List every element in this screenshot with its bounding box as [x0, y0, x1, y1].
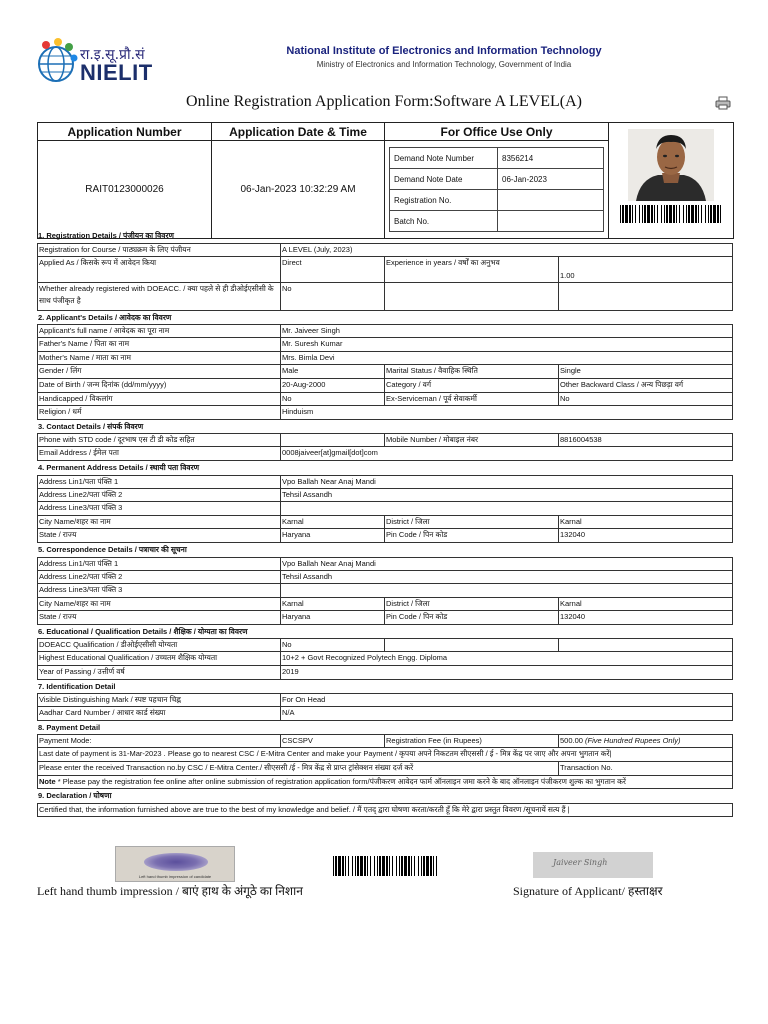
- application-summary-table: [37, 122, 734, 239]
- field-label: Handicapped / विकलांग: [38, 393, 281, 406]
- section-title-applicant: 2. Applicant's Details / आवेदक का विवरण: [38, 312, 172, 322]
- field-value: Karnal: [560, 598, 582, 608]
- field-label: Please enter the received Transaction no.by CSC / E-Mitra Center./ सीएससी /ई - मित्र केंद्र से प्राप्त ट्रांसेक्शन संख्या दर्ज करें: [38, 762, 559, 775]
- office-label: Demand Note Number: [390, 148, 498, 169]
- logo-hindi-text: रा.इ.सू.प्रौ.सं: [80, 47, 145, 63]
- form-row: [37, 571, 733, 585]
- field-label: Address Line3/पता पंक्ति 3: [38, 502, 281, 515]
- field-label: Father's Name / पिता का नाम: [38, 338, 281, 351]
- field-label: Applicant's full name / आवेदक का पूरा नाम: [38, 325, 281, 337]
- ministry-name: Ministry of Electronics and Information Technology, Government of India: [316, 60, 572, 69]
- application-number: RAIT0123000026: [38, 141, 212, 239]
- field-label: Address Lin1/पता पंक्ति 1: [38, 476, 281, 488]
- application-number-header: Application Number: [38, 123, 212, 141]
- form-row: [37, 379, 733, 393]
- application-datetime: 06-Jan-2023 10:32:29 AM: [212, 141, 385, 239]
- applicant-photo: [628, 129, 714, 201]
- form-row: [37, 516, 733, 530]
- field-label: Religion / धर्म: [38, 406, 281, 419]
- form-row: [37, 352, 733, 366]
- field-label: Year of Passing / उत्तीर्ण वर्ष: [38, 666, 281, 679]
- transaction-no-field[interactable]: Transaction No.: [560, 763, 613, 773]
- form-row: [37, 475, 733, 489]
- form-row: [37, 406, 733, 420]
- empty-cell: [559, 639, 732, 651]
- footer-barcode: [332, 856, 440, 876]
- form-sections: [37, 229, 733, 817]
- field-label: District / जिला: [385, 516, 559, 529]
- field-value: 2019: [282, 667, 299, 677]
- payment-last-date: Last date of payment is 31-Mar-2023 . Please go to nearest CSC / E-Mitra Center and make your Payment / कृपया अपने निकटतम सीएससी / ई - मित्र केंद्र पर जाए और अपना भुगतान करें|: [39, 749, 612, 759]
- field-value: No: [560, 393, 570, 403]
- field-value: No: [281, 393, 385, 406]
- form-row: [37, 666, 733, 680]
- section-title-education: 6. Educational / Qualification Details / शैक्षिक / योग्यता का विवरण: [38, 626, 248, 636]
- form-row: [37, 584, 733, 598]
- field-value: Tehsil Assandh: [282, 571, 333, 581]
- photo-cell: [609, 123, 734, 239]
- field-label: Category / वर्ग: [385, 379, 559, 392]
- form-row: [37, 557, 733, 571]
- form-row: [37, 433, 733, 447]
- form-row: [37, 598, 733, 612]
- section-title-permanent-address: 4. Permanent Address Details / स्थायी पता विवरण: [38, 462, 200, 472]
- form-row: [37, 693, 733, 707]
- office-use-table: [389, 147, 604, 232]
- thumbprint-icon: [144, 853, 208, 871]
- section-title-correspondence: 5. Correspondence Details / पत्राचार की सूचना: [38, 544, 187, 554]
- thumb-impression-image: [115, 846, 235, 882]
- signature-image: [533, 852, 653, 878]
- office-use-cell: [385, 141, 609, 239]
- field-label: Registration Fee (in Rupees): [385, 735, 559, 747]
- field-label: City Name/शहर का नाम: [38, 516, 281, 529]
- field-value: Vpo Ballah Near Anaj Mandi: [282, 476, 376, 486]
- form-row: [37, 447, 733, 461]
- field-value: Other Backward Class / अन्य पिछड़ा वर्ग: [560, 379, 684, 389]
- field-label: Address Line2/पता पंक्ति 2: [38, 489, 281, 502]
- note-label: Note: [39, 776, 56, 786]
- form-row: [37, 638, 733, 652]
- section-title-payment: 8. Payment Detail: [38, 722, 101, 732]
- section-title-declaration: 9. Declaration / घोषणा: [38, 791, 112, 801]
- fee-value-cell: [559, 735, 732, 747]
- institute-name: National Institute of Electronics and Information Technology: [286, 45, 602, 57]
- field-value: Mr. Jaiveer Singh: [282, 326, 340, 336]
- field-label: Pin Code / पिन कोड: [385, 611, 559, 624]
- field-label: City Name/शहर का नाम: [38, 598, 281, 611]
- field-value: 8816004538: [560, 435, 602, 445]
- field-value: Vpo Ballah Near Anaj Mandi: [282, 558, 376, 568]
- field-label: Visible Distinguishing Mark / स्पष्ट पहचान चिह्न: [38, 694, 281, 706]
- form-title: Online Registration Application Form:Software A LEVEL(A): [186, 93, 582, 110]
- signature-label: Signature of Applicant/ हस्ताक्षर: [513, 884, 663, 898]
- form-row: [37, 803, 733, 817]
- thumb-impression-label: Left hand thumb impression / बाएं हाथ के अंगूठे का निशान: [37, 884, 303, 898]
- form-row: [37, 393, 733, 407]
- field-label: Ex-Serviceman / पूर्व सेवाकर्मी: [385, 393, 559, 406]
- field-value: Direct: [281, 257, 385, 282]
- form-row: [37, 365, 733, 379]
- office-row: [390, 190, 604, 211]
- field-value: Mrs. Bimla Devi: [282, 352, 335, 362]
- field-value: Karnal: [560, 516, 582, 526]
- form-row: [37, 257, 733, 283]
- field-value: Karnal: [281, 516, 385, 529]
- office-label: Batch No.: [390, 211, 498, 232]
- form-row: [37, 338, 733, 352]
- field-label: State / राज्य: [38, 529, 281, 542]
- field-label: Address Lin1/पता पंक्ति 1: [38, 558, 281, 570]
- field-label: DOEACC Qualification / डीओईएसीसी योग्यता: [38, 639, 281, 651]
- field-value: [281, 584, 732, 597]
- field-value: [281, 434, 385, 446]
- field-label: Gender / लिंग: [38, 365, 281, 378]
- field-label: Date of Birth / जन्म दिनांक (dd/mm/yyyy): [38, 379, 281, 392]
- field-label: Whether already registered with DOEACC. / क्या पहले से ही डीओईएसीसी के साथ पंजीकृत है: [38, 283, 281, 310]
- form-row: [37, 707, 733, 721]
- field-label: Payment Mode:: [38, 735, 281, 747]
- field-value: Single: [560, 366, 581, 376]
- field-value: No: [281, 283, 385, 310]
- fee-value: 500.00: [560, 736, 583, 746]
- payment-note: [38, 776, 732, 789]
- form-row: [37, 502, 733, 516]
- field-value: Mr. Suresh Kumar: [282, 339, 343, 349]
- form-row: [37, 611, 733, 625]
- field-value: 10+2 + Govt Recognized Polytech Engg. Diploma: [282, 653, 448, 663]
- field-value: Male: [281, 365, 385, 378]
- field-value: 20-Aug-2000: [281, 379, 385, 392]
- field-label: Registration for Course / पाठ्यक्रम के लिए पंजीयन: [38, 244, 281, 256]
- field-value: No: [281, 639, 385, 651]
- field-value: Tehsil Assandh: [282, 489, 333, 499]
- fee-words: (Five Hundred Rupees Only): [585, 736, 681, 746]
- field-value: 1.00: [560, 270, 575, 280]
- field-label: Mobile Number / मोबाइल नंबर: [385, 434, 559, 446]
- field-value: Hinduism: [282, 407, 314, 417]
- form-row: [37, 529, 733, 543]
- office-label: Demand Note Date: [390, 169, 498, 190]
- office-value: 06-Jan-2023: [498, 169, 604, 190]
- field-label: Aadhar Card Number / आधार कार्ड संख्या: [38, 707, 281, 720]
- field-value: N/A: [282, 708, 295, 718]
- page-header: [0, 0, 768, 92]
- field-label: Address Line2/पता पंक्ति 2: [38, 571, 281, 584]
- applicant-barcode: [619, 205, 723, 223]
- field-label: Pin Code / पिन कोड: [385, 529, 559, 542]
- signature-text: Jaiveer Singh: [553, 858, 608, 867]
- empty-cell: [385, 283, 559, 310]
- form-row: [37, 243, 733, 257]
- declaration-text: Certified that, the information furnished above are true to the best of my knowledge and belief. / मैं एतद् द्वारा घोषणा करता/करती हूँ कि मेरे द्वारा प्रस्तुत विवरण /सूचनायें सत्य हैं |: [39, 804, 570, 814]
- logo-text: NIELIT: [80, 60, 153, 85]
- office-row: [390, 148, 604, 169]
- empty-cell: [559, 283, 732, 310]
- field-label: Phone with STD code / दूरभाष एस टी डी कोड सहित: [38, 434, 281, 446]
- field-value: A LEVEL (July, 2023): [282, 244, 353, 254]
- field-value: 132040: [560, 530, 586, 540]
- form-row: [37, 283, 733, 311]
- field-value: Karnal: [281, 598, 385, 611]
- office-value: [498, 190, 604, 211]
- field-label: Address Line3/पता पंक्ति 3: [38, 584, 281, 597]
- field-label: Highest Educational Qualification / उच्चतम शैक्षिक योग्यता: [38, 652, 281, 665]
- field-value: [281, 502, 732, 515]
- print-icon[interactable]: [715, 96, 731, 110]
- office-row: [390, 169, 604, 190]
- field-value: 0008jaiveer[at]gmail[dot]com: [282, 448, 378, 458]
- field-value: For On Head: [282, 695, 326, 705]
- form-row: [37, 748, 733, 762]
- form-row: [37, 324, 733, 338]
- field-value: Haryana: [281, 529, 385, 542]
- field-value: 132040: [560, 612, 586, 622]
- section-title-contact: 3. Contact Details / संपर्क विवरण: [38, 421, 144, 431]
- field-label: Applied As / किसके रूप में आवेदन किया: [38, 257, 281, 282]
- field-label: Experience in years / वर्षों का अनुभव: [385, 257, 559, 282]
- office-use-header: For Office Use Only: [385, 123, 609, 141]
- field-label: Mother's Name / माता का नाम: [38, 352, 281, 365]
- office-value: 8356214: [498, 148, 604, 169]
- field-value: Haryana: [281, 611, 385, 624]
- form-row: [37, 776, 733, 790]
- form-row: [37, 734, 733, 748]
- field-label: Marital Status / वैवाहिक स्थिति: [385, 365, 559, 378]
- field-value: CSCSPV: [281, 735, 385, 747]
- form-row: [37, 652, 733, 666]
- field-label: District / जिला: [385, 598, 559, 611]
- empty-cell: [385, 639, 559, 651]
- office-label: Registration No.: [390, 190, 498, 211]
- form-row: [37, 762, 733, 776]
- application-datetime-header: Application Date & Time: [212, 123, 385, 141]
- field-label: Email Address / ईमेल पता: [38, 447, 281, 460]
- note-text: * Please pay the registration fee online after online submission of registration application form/पंजीकरण आवेदन फार्म ऑनलाइन जमा करने के बाद ऑनलाइन पंजीकरण शुल्क का भुगतान करें: [57, 776, 626, 786]
- form-row: [37, 489, 733, 503]
- field-label: State / राज्य: [38, 611, 281, 624]
- thumb-caption: Left hand thumb impression of candidate: [138, 874, 212, 879]
- section-title-registration: 1. Registration Details / पंजीयन का विवरण: [38, 231, 174, 240]
- section-title-identification: 7. Identification Detail: [38, 681, 116, 691]
